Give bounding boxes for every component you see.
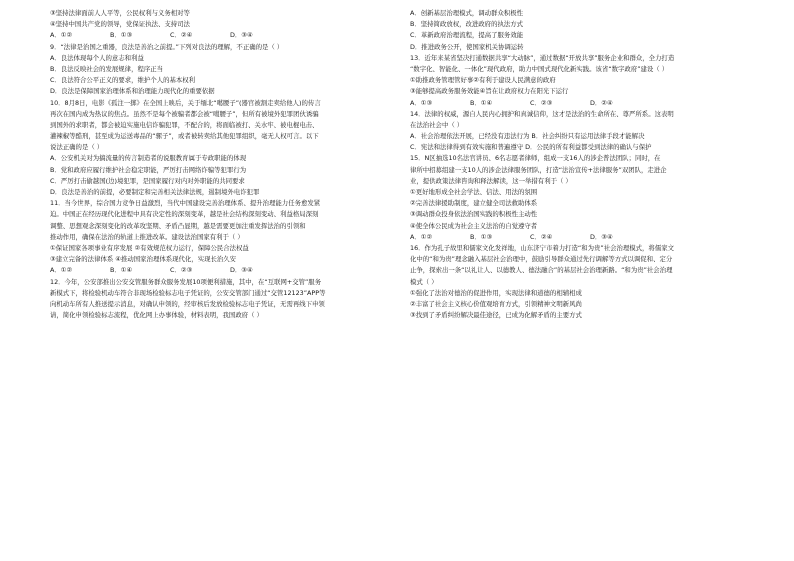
answer-option: C．②④ — [170, 31, 193, 40]
text-line: 13．近年来某省坚决打通数据共享“大动脉”，通过数据“开放共享”服务企业和群众，全力打造 — [410, 53, 675, 62]
text-line: 10．8月8日，电影《孤注一掷》在全国上映后，关于缅北“噶腰子”(器官被割走卖给他人)的传言 — [50, 98, 321, 107]
text-line: 在法治社会中（ ） — [410, 120, 464, 129]
text-line: ②完善法律援助制度，建立健全司法救助体系 — [410, 199, 538, 208]
text-line: 15．N区抽选10名法官讲员、6名志愿者律师，组成一支16人的涉企普法团队；同时，在 — [410, 154, 661, 163]
text-line: 调整、思想观念深刻变化的改革攻坚期、矛盾凸显期，越是需要更加注重发挥法治的引领和 — [50, 221, 306, 230]
answer-option: C．②③ — [530, 98, 553, 107]
text-line: A．良法体现每个人的意志和利益 — [50, 53, 144, 62]
text-line: 再次在国内成为热议的焦点。虽然不是每个被骗者都会被“噶腰子”，但所有被境外犯罪团伙诱骗 — [50, 109, 319, 118]
text-line: A．创新基层治理模式，调动群众积极性 — [410, 9, 524, 17]
text-line: ③调动群众投身依法治国实践的积极性主动性 — [410, 210, 538, 219]
text-line: ③能够提高政务服务效能④旨在让政府权力在阳光下运行 — [410, 87, 569, 96]
text-line: D．良法是保障国家治理体系和治理能力现代化的重要依据 — [50, 87, 215, 96]
text-line: 化中的“和为贵”理念融入基层社会治理中，鼓励引导群众通过先行调解等方式以调促和、定分 — [410, 255, 673, 264]
text-line: 12．今年，公安部推出公安交管服务群众服务发展10项便利措施，其中，在“互联网+交管”服务 — [50, 277, 322, 286]
text-line: 律所中招募组建一支10人的涉企法律服务团队，打造“法治宣传+法律服务”双团队，走进企 — [410, 165, 667, 174]
text-line: B．党和政府应履行维护社会稳定职能，严厉打击网络诈骗等犯罪行为 — [50, 165, 247, 174]
text-line: 新模式下，将检验机动车符合非现场检验标志电子凭证的，公安交管部门通过“交管12123”APP等 — [50, 288, 326, 297]
text-line: ②丰富了社会主义核心价值观培育方式，引领精神文明新风尚 — [410, 299, 582, 308]
answer-option: B．①④ — [470, 98, 493, 107]
text-line: 9．“法律是治国之重器，良法是善治之前提。”下列对良法的理解，不正确的是（ ） — [50, 42, 284, 51]
text-line: ①保证国家各项事业有序发展 ②有效规范权力运行，保障公民合法权益 — [50, 243, 249, 252]
text-line: D．良法是善治的前提，必要制定和完善相关法律法规，遏制境外电诈犯罪 — [50, 188, 260, 196]
text-line: ③建立完备的法律体系 ④推动国家治理体系现代化，实现长治久安 — [50, 255, 237, 264]
text-line: 说法正确的是（ ） — [50, 143, 104, 152]
text-line: 16．作为孔子故里和儒家文化发祥地，山东济宁市着力打造“和为贵”社会治理模式，将儒家文 — [410, 243, 674, 252]
text-line: 止争，探索出一条“以礼让人、以德教人、德法融合”的基层社会治理新路。“和为贵”社会治理 — [410, 266, 673, 275]
answer-option: D．③④ — [230, 266, 253, 275]
text-line: 业，提供政策法律咨询和释法解读，这一举措有利于（ ） — [410, 176, 572, 185]
text-line: 到国外的求职者，都会被迫实施电信诈骗犯罪，不配合的，将面临被打、关水牢、被电棍电击、 — [50, 120, 319, 129]
answer-option: A．①② — [50, 266, 73, 275]
text-line: ①强化了法治对德治的促进作用，实现法律和道德的相辅相成 — [410, 288, 582, 297]
text-line: A．公安机关对为搞流量的传言制造者的说服教育属于专政职能的体现 — [50, 154, 247, 163]
text-line: 迫。中国正在经历现代化进程中具有决定性的深刻变革，越是社会结构深刻变动、利益格局深刻 — [50, 210, 319, 219]
answer-option: B．①④ — [110, 266, 133, 275]
text-line: 模式（ ） — [410, 277, 438, 286]
left-column — [50, 8, 404, 321]
text-line: 请，简化申领检验标志流程，优化网上办事体验，材料表明，我国政府（ ） — [50, 311, 263, 320]
answer-options — [50, 30, 404, 41]
text-line: ①更好地形成全社会学法、信法、用法的氛围 — [410, 188, 538, 196]
answer-option: C．②④ — [530, 232, 553, 241]
text-line: C．革新政府治理流程，提高了服务效能 — [410, 31, 524, 40]
text-line: D．推进政务公开，使国家机关协调运转 — [410, 42, 524, 51]
right-column — [410, 8, 764, 321]
text-line: B．良法反映社会的发展规律，程序正当 — [50, 64, 164, 73]
text-line: ④坚持中国共产党的领导，党保证执法、支持司法 — [50, 20, 190, 29]
text-line: ③坚持法律面前人人平等，公民权利与义务相对等 — [50, 9, 190, 17]
text-line: C．严厉打击偷越国(边)境犯罪，是国家履行对内对外职能的共同要求 — [50, 176, 245, 185]
text-line: B．坚持简政放权，改进政府的执法方式 — [410, 20, 524, 29]
text-line: “数字化、智能化、一体化”现代政府，助力中国式现代化新实践。该省“数字政府”建设（ ） — [410, 64, 669, 73]
answer-option: B．①③ — [110, 31, 133, 40]
answer-option: D．③④ — [230, 31, 253, 40]
text-line: C．良法符合公平正义的要求，维护个人的基本权利 — [50, 76, 196, 85]
answer-option: A．①② — [50, 31, 73, 40]
text-line: ①助推政务管理管好事②有利于建设人民满意的政府 — [410, 76, 556, 85]
answer-option: B．①③ — [470, 232, 493, 241]
text-line: 14．法律的权威，源自人民内心拥护和真诚信仰，这才是法治的生命所在、尊严所系。这表明 — [410, 109, 674, 118]
text-line: 灌辣椒等酷刑，甚至成为运送毒品的“骡子”，或者被转卖给其他犯罪组织，毫无人权可言。以下 — [50, 132, 319, 141]
text-line: ③找到了矛盾纠纷解决最佳途径，已成为化解矛盾的主要方式 — [410, 311, 582, 320]
text-line: 推动作用，确保在法治的轨道上推进改革。建设法治国家有利于（ ） — [50, 232, 244, 241]
text-line: 11．当今世界，综合国力竞争日益激烈，当代中国建设完善治理体系、提升治理能力任务愈发紧 — [50, 199, 321, 208]
answer-option: A．①② — [410, 232, 433, 241]
text-line: A．社会治理依法开展，已经没有违法行为 B．社会纠纷只有运用法律手段才能解决 — [410, 132, 645, 141]
answer-options — [410, 98, 764, 109]
answer-option: C．②③ — [170, 266, 193, 275]
answer-option: A．①③ — [410, 98, 433, 107]
text-line: ④使全体公民成为社会主义法治的自觉遵守者 — [410, 221, 538, 230]
answer-options — [50, 265, 404, 276]
answer-option: D．③④ — [590, 232, 613, 241]
answer-options — [410, 232, 764, 243]
answer-option: D．②④ — [590, 98, 613, 107]
text-line: C．宪法和法律得到有效实施和普遍遵守 D．公民的所有利益都受到法律的确认与保护 — [410, 143, 652, 152]
text-line: 向机动车所有人推送提示消息，对确认申领的，经审核后发放检验标志电子凭证，无需再线下申领 — [50, 299, 325, 308]
